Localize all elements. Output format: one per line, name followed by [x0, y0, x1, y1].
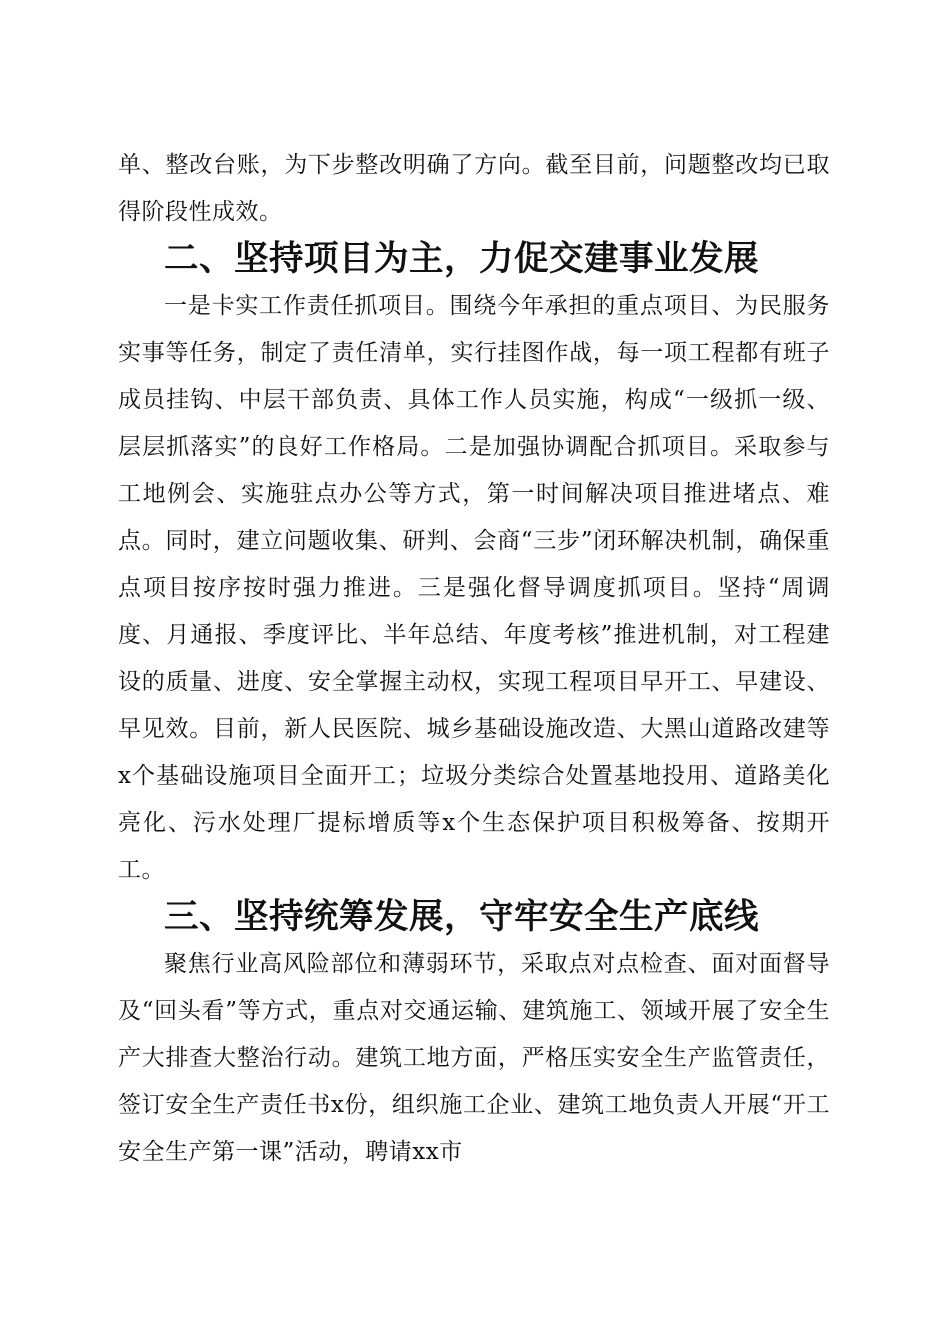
section-heading-2: 二、坚持项目为主，力促交建事业发展 [164, 239, 759, 279]
paragraph-safety: 聚焦行业高风险部位和薄弱环节，采取点对点检查、面对面督导及“回头看”等方式，重点对交通运输、建筑施工、领域开展了安全生产大排查大整治行动。建筑工地方面，严格压实安全生产监管责任，签订安全生产责任书x份，组织施工企业、建筑工地负责人开展“开工安全生产第一课”活动，聘请xx市 [118, 951, 830, 1165]
section-heading-3: 三、坚持统筹发展，守牢安全生产底线 [164, 897, 759, 937]
paragraph-continuation: 单、整改台账，为下步整改明确了方向。截至目前，问题整改均已取得阶段性成效。 [118, 152, 830, 225]
document-body [118, 142, 830, 1176]
paragraph-projects: 一是卡实工作责任抓项目。围绕今年承担的重点项目、为民服务实事等任务，制定了责任清单，实行挂图作战，每一项工程都有班子成员挂钩、中层干部负责、具体工作人员实施，构成“一级抓一级、层层抓落实”的良好工作格局。二是加强协调配合抓项目。采取参与工地例会、实施驻点办公等方式，第一时间解决项目推进堵点、难点。同时，建立问题收集、研判、会商“三步”闭环解决机制，确保重点项目按序按时强力推进。三是强化督导调度抓项目。坚持“周调度、月通报、季度评比、半年总结、年度考核”推进机制，对工程建设的质量、进度、安全掌握主动权，实现工程项目早开工、早建设、早见效。目前，新人民医院、城乡基础设施改造、大黑山道路改建等x个基础设施项目全面开工；垃圾分类综合处置基地投用、道路美化亮化、污水处理厂提标增质等x个生态保护项目积极筹备、按期开工。 [118, 293, 830, 883]
